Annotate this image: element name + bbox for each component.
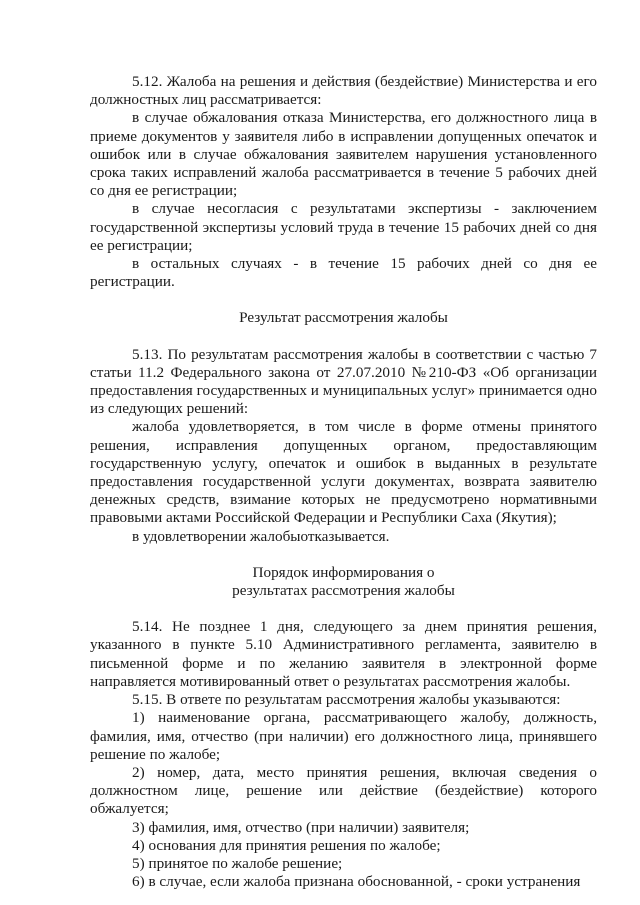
paragraph-5-15-intro: 5.15. В ответе по результатам рассмотрения жалобы указываются:	[132, 691, 561, 709]
heading-inform-line-1: Порядок информирования о	[252, 563, 435, 581]
list-item-5: 5) принятое по жалобе решение;	[132, 854, 343, 872]
list-item-1: 1) наименование органа, рассматривающего жалобу, должность, фамилия, имя, отчество (при наличии) его должностного лица, принявшего решение по жалобе;	[90, 709, 597, 763]
document-page	[90, 73, 597, 891]
paragraph-5-12-case-1: в случае обжалования отказа Министерства, его должностного лица в приеме документов у заявителя либо в исправлении допущенных опечаток и ошибок или в случае обжалования заявителем нарушения установленного срока таких исправлений жалоба рассматривается в течение 5 рабочих дней со дня ее регистрации;	[90, 109, 597, 200]
list-item-2: 2) номер, дата, место принятия решения, включая сведения о должностном лице, решение или действие (бездействие) которого обжалуется;	[90, 763, 597, 818]
paragraph-5-12-case-3: в остальных случаях - в течение 15 рабочих дней со дня ее регистрации.	[90, 255, 597, 291]
spacer	[90, 546, 597, 564]
list-item-3: 3) фамилия, имя, отчество (при наличии) заявителя;	[132, 818, 470, 836]
paragraph-5-13-decision-1: жалоба удовлетворяется, в том числе в форме отмены принятого решения, исправления допущенных органом, предоставляющим государственную услугу, опечаток и ошибок в выданных в результате предоставления государственной услуги документах, возврата заявителю денежных средств, взимание которых не предусмотрено нормативными правовыми актами Российской Федерации и Республики Саха (Якутия);	[90, 418, 597, 527]
spacer	[90, 291, 597, 309]
list-item-4: 4) основания для принятия решения по жалобе;	[132, 836, 441, 854]
spacer	[90, 600, 597, 618]
heading-inform-line-2: результатах рассмотрения жалобы	[232, 582, 455, 600]
paragraph-5-13-decision-2: в удовлетворении жалобыотказывается.	[132, 527, 390, 545]
paragraph-5-12-case-2: в случае несогласия с результатами экспертизы - заключением государственной экспертизы условий труда в течение 15 рабочих дней со дня ее регистрации;	[90, 200, 597, 254]
spacer	[90, 328, 597, 346]
list-item-6: 6) в случае, если жалоба признана обоснованной, - сроки устранения	[132, 873, 581, 891]
paragraph-5-12-intro: 5.12. Жалоба на решения и действия (бездействие) Министерства и его должностных лиц рассматривается:	[90, 73, 597, 109]
paragraph-5-13-intro: 5.13. По результатам рассмотрения жалобы в соответствии с частью 7 статьи 11.2 Федерального закона от 27.07.2010 №210-ФЗ «Об организации предоставления государственных и муниципальных услуг» принимается одно из следующих решений:	[90, 345, 597, 418]
paragraph-5-14: 5.14. Не позднее 1 дня, следующего за днем принятия решения, указанного в пункте 5.10 Административного регламента, заявителю в письменной форме и по желанию заявителя в электронной форме направляется мотивированный ответ о результатах рассмотрения жалобы.	[90, 618, 597, 690]
heading-result: Результат рассмотрения жалобы	[239, 309, 448, 327]
